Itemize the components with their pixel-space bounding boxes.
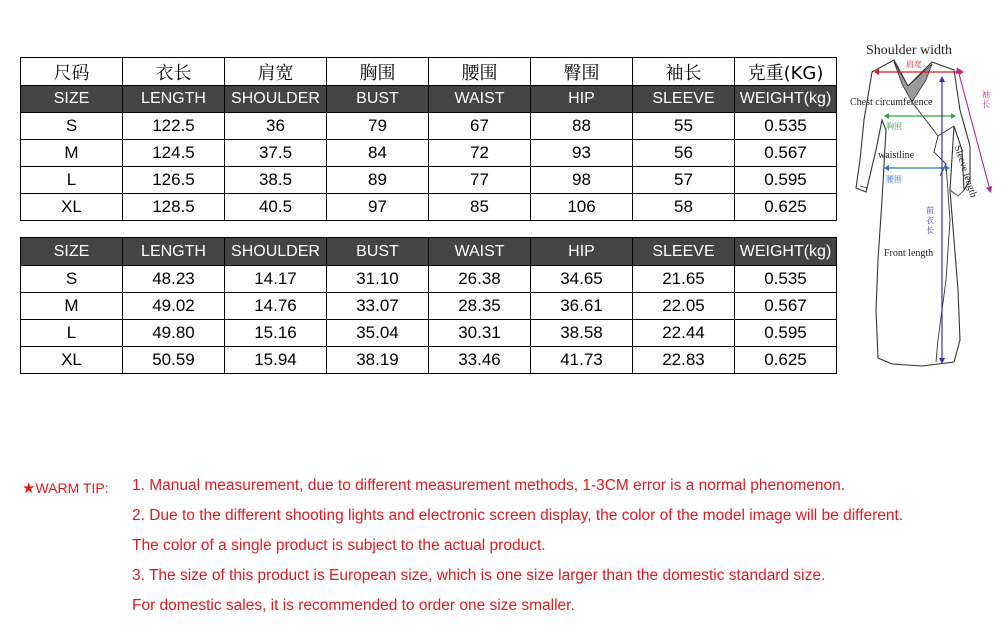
header-cell: LENGTH: [123, 238, 225, 266]
table-cell: 36: [225, 113, 327, 140]
sleeve-cuff-line: [950, 190, 964, 196]
size-cell: L: [21, 167, 123, 194]
table-cell: 0.625: [735, 194, 837, 221]
size-table-cm: [20, 57, 837, 221]
header-cell: BUST: [327, 238, 429, 266]
header-cell: SHOULDER: [225, 86, 327, 113]
table-cell: 57: [633, 167, 735, 194]
table-cell: 0.535: [735, 266, 837, 293]
table-cell: 49.80: [123, 320, 225, 347]
table-cell: 56: [633, 140, 735, 167]
table-cell: 72: [429, 140, 531, 167]
table-cell: 14.76: [225, 293, 327, 320]
table-cell: 67: [429, 113, 531, 140]
waist-cn-label: 腰围: [886, 175, 902, 184]
size-table-inch: [20, 237, 837, 374]
header-cell: HIP: [531, 238, 633, 266]
table-cell: 126.5: [123, 167, 225, 194]
table-cell: 50.59: [123, 347, 225, 374]
size-cell: XL: [21, 194, 123, 221]
table-cell: 15.94: [225, 347, 327, 374]
table-cell: 85: [429, 194, 531, 221]
table-cell: 35.04: [327, 320, 429, 347]
cn-header-cell: 胸围: [327, 58, 429, 86]
table-cell: 84: [327, 140, 429, 167]
table-cell: 33.07: [327, 293, 429, 320]
table-cell: 48.23: [123, 266, 225, 293]
header-cell: WAIST: [429, 86, 531, 113]
cn-header-cell: 臀围: [531, 58, 633, 86]
table-cell: 49.02: [123, 293, 225, 320]
header-row: [21, 86, 837, 113]
table-cell: 77: [429, 167, 531, 194]
table-cell: 79: [327, 113, 429, 140]
table-cell: 15.16: [225, 320, 327, 347]
table-cell: 30.31: [429, 320, 531, 347]
table-cell: 36.61: [531, 293, 633, 320]
warm-tip-label: [22, 479, 109, 497]
sleeve-arrow-head: [986, 186, 992, 193]
header-row: [21, 238, 837, 266]
table-cell: 0.595: [735, 167, 837, 194]
cn-header-cell: 肩宽: [225, 58, 327, 86]
waistline-label: waistline: [878, 150, 915, 161]
tip-line: The color of a single product is subject to the actual product.: [132, 537, 546, 554]
table-row: [21, 140, 837, 167]
table-cell: 55: [633, 113, 735, 140]
size-cell: L: [21, 320, 123, 347]
table-cell: 40.5: [225, 194, 327, 221]
table-cell: 98: [531, 167, 633, 194]
star-icon: ★: [22, 480, 36, 497]
tip-line: 1. Manual measurement, due to different measurement methods, 1-3CM error is a normal phenomenon.: [132, 477, 846, 494]
table-row: [21, 266, 837, 293]
size-cell: S: [21, 266, 123, 293]
header-cell: BUST: [327, 86, 429, 113]
table-cell: 0.595: [735, 320, 837, 347]
tip-line: 3. The size of this product is European size, which is one size larger than the domestic standard size.: [132, 567, 826, 584]
header-cell: WEIGHT(kg): [735, 238, 837, 266]
chest-circumference-label: Chest circumference: [850, 97, 933, 108]
header-cell: HIP: [531, 86, 633, 113]
tip-line: 2. Due to the different shooting lights and electronic screen display, the color of the model image will be different.: [132, 507, 904, 524]
table-cell: 22.05: [633, 293, 735, 320]
table-row: [21, 194, 837, 221]
table-cell: 106: [531, 194, 633, 221]
cn-header-cell: 腰围: [429, 58, 531, 86]
table-cell: 93: [531, 140, 633, 167]
table-cell: 41.73: [531, 347, 633, 374]
table-cell: 31.10: [327, 266, 429, 293]
dress-illustration: [842, 40, 1004, 380]
size-cell: M: [21, 140, 123, 167]
cn-header-cell: 克重(KG): [735, 58, 837, 86]
front-length-label: Front length: [884, 248, 934, 259]
header-cell: LENGTH: [123, 86, 225, 113]
cn-header-cell: 袖长: [633, 58, 735, 86]
table-cell: 0.567: [735, 293, 837, 320]
header-cell: WEIGHT(kg): [735, 86, 837, 113]
header-cell: SIZE: [21, 86, 123, 113]
table-cell: 33.46: [429, 347, 531, 374]
table-row: [21, 167, 837, 194]
table-cell: 14.17: [225, 266, 327, 293]
header-cell: SHOULDER: [225, 238, 327, 266]
table-row: [21, 347, 837, 374]
size-cell: XL: [21, 347, 123, 374]
cn-header-cell: 衣长: [123, 58, 225, 86]
shoulder-width-label: Shoulder width: [866, 43, 952, 58]
header-cell: SLEEVE: [633, 86, 735, 113]
table-row: [21, 320, 837, 347]
header-cell: SLEEVE: [633, 238, 735, 266]
table-cell: 58: [633, 194, 735, 221]
table-cell: 38.5: [225, 167, 327, 194]
front-length-cn-label: 前衣长: [926, 206, 934, 235]
measurement-diagram: [842, 40, 1004, 380]
table-cell: 0.625: [735, 347, 837, 374]
table-cell: 124.5: [123, 140, 225, 167]
table-row: [21, 293, 837, 320]
size-cell: M: [21, 293, 123, 320]
chinese-header-row: [21, 58, 837, 86]
table-cell: 21.65: [633, 266, 735, 293]
size-cell: S: [21, 113, 123, 140]
sleeve-length-label: Sleeve length: [951, 144, 979, 199]
table-cell: 0.567: [735, 140, 837, 167]
table-row: [21, 113, 837, 140]
table-cell: 97: [327, 194, 429, 221]
table-cell: 28.35: [429, 293, 531, 320]
table-cell: 128.5: [123, 194, 225, 221]
table-cell: 37.5: [225, 140, 327, 167]
table-cell: 0.535: [735, 113, 837, 140]
table-cell: 38.58: [531, 320, 633, 347]
table-cell: 88: [531, 113, 633, 140]
table-cell: 122.5: [123, 113, 225, 140]
table-cell: 89: [327, 167, 429, 194]
table-cell: 22.83: [633, 347, 735, 374]
header-cell: WAIST: [429, 238, 531, 266]
tip-line: For domestic sales, it is recommended to order one size smaller.: [132, 597, 575, 614]
header-cell: SIZE: [21, 238, 123, 266]
table-cell: 22.44: [633, 320, 735, 347]
warm-tip-title: WARM TIP:: [35, 480, 109, 496]
chest-cn-label: 胸围: [886, 122, 902, 131]
table-cell: 26.38: [429, 266, 531, 293]
cn-header-cell: 尺码: [21, 58, 123, 86]
sleeve-cn-label: 袖长: [982, 90, 990, 109]
table-cell: 38.19: [327, 347, 429, 374]
shoulder-width-cn-label: 肩宽: [906, 60, 922, 69]
table-cell: 34.65: [531, 266, 633, 293]
